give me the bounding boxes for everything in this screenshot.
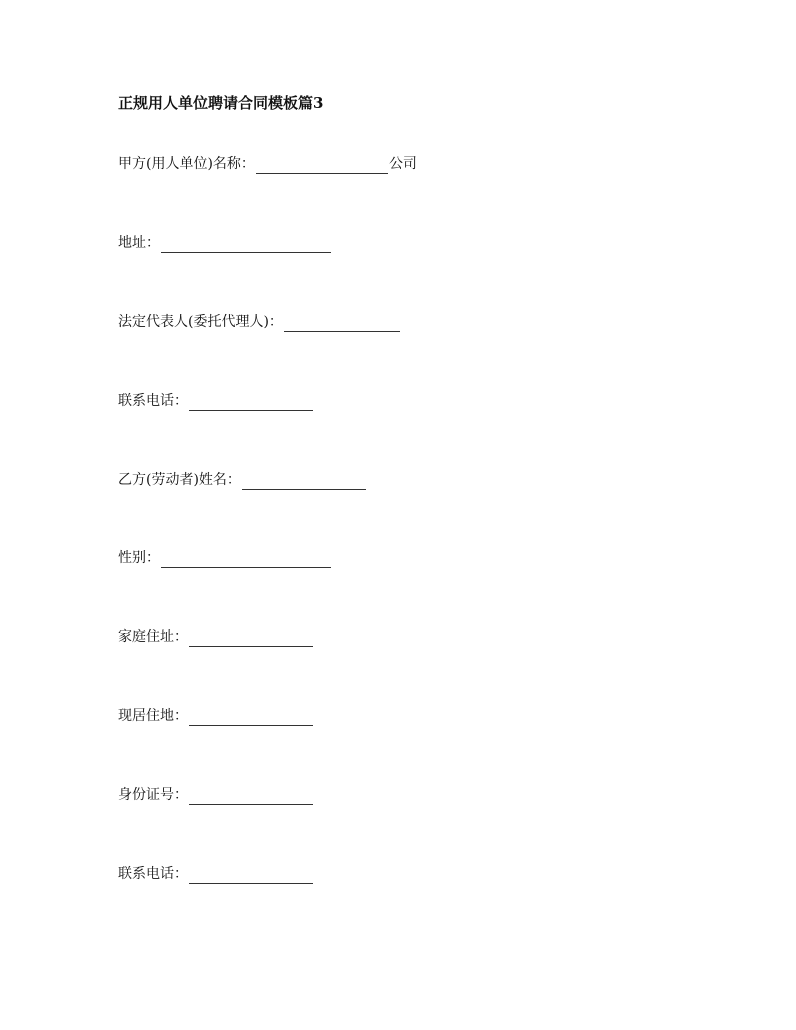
field-employer-address xyxy=(118,233,332,253)
field-label: 法定代表人(委托代理人)： xyxy=(118,314,283,330)
field-label: 地址： xyxy=(118,235,160,251)
field-home-address xyxy=(118,627,314,647)
field-label: 身份证号： xyxy=(118,787,188,803)
field-suffix: 公司 xyxy=(388,156,417,172)
field-label: 现居住地： xyxy=(118,708,188,724)
document-title: 正规用人单位聘请合同模板篇3 xyxy=(118,94,324,112)
fill-in-blank[interactable] xyxy=(161,552,331,568)
field-label: 联系电话： xyxy=(118,393,188,409)
field-label: 家庭住址： xyxy=(118,629,188,645)
field-employee-name xyxy=(118,470,367,490)
field-label: 甲方(用人单位)名称： xyxy=(118,156,255,172)
field-employer-phone xyxy=(118,391,314,411)
field-employer-name xyxy=(118,154,417,174)
fill-in-blank[interactable] xyxy=(189,868,313,884)
field-employee-phone xyxy=(118,864,314,884)
field-id-number xyxy=(118,785,314,805)
field-gender xyxy=(118,548,332,568)
fill-in-blank[interactable] xyxy=(242,474,366,490)
field-current-residence xyxy=(118,706,314,726)
fill-in-blank[interactable] xyxy=(189,789,313,805)
field-label: 性别： xyxy=(118,550,160,566)
field-legal-representative xyxy=(118,312,401,332)
fill-in-blank[interactable] xyxy=(189,710,313,726)
fill-in-blank[interactable] xyxy=(256,158,388,174)
field-label: 联系电话： xyxy=(118,866,188,882)
fill-in-blank[interactable] xyxy=(161,237,331,253)
fill-in-blank[interactable] xyxy=(189,631,313,647)
fill-in-blank[interactable] xyxy=(189,395,313,411)
field-label: 乙方(劳动者)姓名： xyxy=(118,472,241,488)
fill-in-blank[interactable] xyxy=(284,316,400,332)
